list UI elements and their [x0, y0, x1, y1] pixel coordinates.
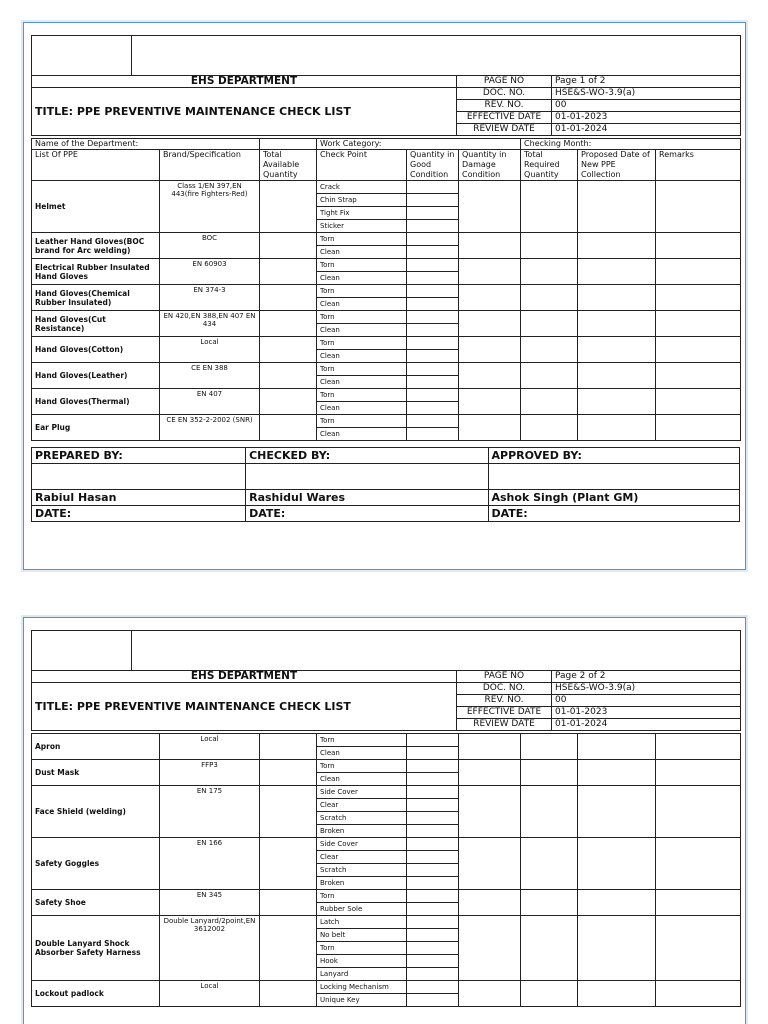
table-row — [32, 311, 741, 324]
qty-good-field[interactable] — [407, 786, 459, 799]
prepared-date-label: DATE: — [32, 506, 246, 522]
check-point: Clean — [317, 298, 407, 311]
ppe-brand: EN 175 — [160, 786, 260, 838]
total-available-field[interactable] — [260, 786, 317, 838]
qty-good-field[interactable] — [407, 890, 459, 903]
company-name-cell — [132, 36, 741, 76]
check-point: Tight Fix — [317, 207, 407, 220]
check-point: Clean — [317, 747, 407, 760]
total-required-field[interactable] — [521, 760, 578, 786]
proposed-date-field[interactable] — [578, 760, 656, 786]
check-point: Clean — [317, 246, 407, 259]
qty-damage-field[interactable] — [459, 916, 521, 981]
total-required-field[interactable] — [521, 285, 578, 311]
col-header-check-point: Check Point — [317, 150, 407, 181]
ppe-name: Electrical Rubber Insulated Hand Gloves — [32, 259, 160, 285]
proposed-date-field[interactable] — [578, 337, 656, 363]
remarks-field[interactable] — [656, 259, 741, 285]
col-header-list: List Of PPE — [32, 150, 160, 181]
ppe-name: Face Shield (welding) — [32, 786, 160, 838]
qty-good-field[interactable] — [407, 415, 459, 428]
qty-damage-field[interactable] — [459, 734, 521, 760]
table-row — [32, 233, 741, 246]
qty-good-field[interactable] — [407, 942, 459, 955]
proposed-date-field[interactable] — [578, 415, 656, 441]
table-row — [32, 786, 741, 799]
check-point: Torn — [317, 233, 407, 246]
qty-good-field[interactable] — [407, 389, 459, 402]
ppe-brand: Class 1/EN 397,EN 443(fire Fighters-Red) — [160, 181, 260, 233]
prepared-by-label: PREPARED BY: — [32, 448, 246, 464]
field-label: PAGE NO — [457, 671, 552, 683]
checked-signature-field[interactable] — [246, 464, 488, 490]
ppe-name: Safety Shoe — [32, 890, 160, 916]
review-date: 01-01-2024 — [552, 719, 741, 731]
signature-block — [31, 447, 740, 522]
qty-good-field[interactable] — [407, 955, 459, 968]
remarks-field[interactable] — [656, 890, 741, 916]
qty-damage-field[interactable] — [459, 259, 521, 285]
qty-damage-field[interactable] — [459, 415, 521, 441]
qty-good-field[interactable] — [407, 194, 459, 207]
qty-good-field[interactable] — [407, 428, 459, 441]
check-point: Locking Mechanism — [317, 981, 407, 994]
table-row — [32, 259, 741, 272]
remarks-field[interactable] — [656, 311, 741, 337]
check-point: Clean — [317, 350, 407, 363]
proposed-date-field[interactable] — [578, 233, 656, 259]
total-required-field[interactable] — [521, 363, 578, 389]
col-header-qty-good: Quantity in Good Condition — [407, 150, 459, 181]
check-point: Unique Key — [317, 994, 407, 1007]
remarks-field[interactable] — [656, 363, 741, 389]
remarks-field[interactable] — [656, 415, 741, 441]
qty-good-field[interactable] — [407, 376, 459, 389]
total-available-field[interactable] — [260, 311, 317, 337]
qty-damage-field[interactable] — [459, 337, 521, 363]
approved-signature-field[interactable] — [488, 464, 740, 490]
field-label: EFFECTIVE DATE — [457, 707, 552, 719]
ppe-checklist-table — [31, 733, 741, 1007]
total-required-field[interactable] — [521, 981, 578, 1007]
total-required-field[interactable] — [521, 233, 578, 259]
field-label: DOC. NO. — [457, 88, 552, 100]
qty-good-field[interactable] — [407, 838, 459, 851]
qty-good-field[interactable] — [407, 259, 459, 272]
total-available-field[interactable] — [260, 259, 317, 285]
check-point: Clean — [317, 376, 407, 389]
total-available-field[interactable] — [260, 181, 317, 233]
qty-damage-field[interactable] — [459, 838, 521, 890]
qty-damage-field[interactable] — [459, 311, 521, 337]
qty-good-field[interactable] — [407, 220, 459, 233]
total-required-field[interactable] — [521, 259, 578, 285]
table-row — [32, 838, 741, 851]
total-available-field[interactable] — [260, 363, 317, 389]
proposed-date-field[interactable] — [578, 363, 656, 389]
checking-month-label: Checking Month: — [521, 139, 741, 150]
prepared-by-name: Rabiul Hasan — [32, 490, 246, 506]
check-point: Side Cover — [317, 786, 407, 799]
proposed-date-field[interactable] — [578, 734, 656, 760]
qty-damage-field[interactable] — [459, 363, 521, 389]
approved-by-label: APPROVED BY: — [488, 448, 740, 464]
proposed-date-field[interactable] — [578, 311, 656, 337]
total-required-field[interactable] — [521, 415, 578, 441]
col-header-qty-damage: Quantity in Damage Condition — [459, 150, 521, 181]
qty-good-field[interactable] — [407, 350, 459, 363]
table-row — [32, 181, 741, 194]
total-available-field[interactable] — [260, 916, 317, 981]
prepared-signature-field[interactable] — [32, 464, 246, 490]
remarks-field[interactable] — [656, 981, 741, 1007]
department-heading: EHS DEPARTMENT — [32, 671, 457, 683]
check-point: Torn — [317, 734, 407, 747]
table-row — [32, 734, 741, 747]
qty-good-field[interactable] — [407, 916, 459, 929]
check-point: Torn — [317, 285, 407, 298]
qty-good-field[interactable] — [407, 233, 459, 246]
total-available-field[interactable] — [260, 838, 317, 890]
remarks-field[interactable] — [656, 916, 741, 981]
check-point: Chin Strap — [317, 194, 407, 207]
document-page-1 — [23, 22, 746, 570]
table-row — [32, 415, 741, 428]
qty-good-field[interactable] — [407, 877, 459, 890]
ppe-brand: Double Lanyard/2point,EN 3612002 — [160, 916, 260, 981]
col-header-proposed-date: Proposed Date of New PPE Collection — [578, 150, 656, 181]
field-label: REVIEW DATE — [457, 719, 552, 731]
ppe-brand: BOC — [160, 233, 260, 259]
field-label: PAGE NO — [457, 76, 552, 88]
qty-good-field[interactable] — [407, 402, 459, 415]
page-title: TITLE: PPE PREVENTIVE MAINTENANCE CHECK LIST — [32, 683, 457, 731]
total-available-field[interactable] — [260, 890, 317, 916]
work-category-label: Work Category: — [317, 139, 521, 150]
total-available-field[interactable] — [260, 337, 317, 363]
table-row — [32, 389, 741, 402]
logo-cell — [32, 631, 132, 671]
checked-by-name: Rashidul Wares — [246, 490, 488, 506]
remarks-field[interactable] — [656, 786, 741, 838]
department-name-label: Name of the Department: — [32, 139, 260, 150]
qty-good-field[interactable] — [407, 311, 459, 324]
proposed-date-field[interactable] — [578, 786, 656, 838]
ppe-brand: Local — [160, 981, 260, 1007]
total-required-field[interactable] — [521, 337, 578, 363]
col-header-total-available: Total Available Quantity — [260, 150, 317, 181]
ppe-name: Hand Gloves(Chemical Rubber Insulated) — [32, 285, 160, 311]
table-row — [32, 981, 741, 994]
proposed-date-field[interactable] — [578, 890, 656, 916]
check-point: Rubber Sole — [317, 903, 407, 916]
ppe-name: Leather Hand Gloves(BOC brand for Arc welding) — [32, 233, 160, 259]
total-required-field[interactable] — [521, 734, 578, 760]
ppe-name: Apron — [32, 734, 160, 760]
ppe-brand: EN 166 — [160, 838, 260, 890]
approved-date-label: DATE: — [488, 506, 740, 522]
qty-good-field[interactable] — [407, 363, 459, 376]
check-point: Torn — [317, 389, 407, 402]
ppe-name: Hand Gloves(Leather) — [32, 363, 160, 389]
proposed-date-field[interactable] — [578, 838, 656, 890]
qty-damage-field[interactable] — [459, 285, 521, 311]
ppe-brand: Local — [160, 734, 260, 760]
check-point: Clean — [317, 324, 407, 337]
ppe-checklist-table — [31, 138, 741, 441]
qty-good-field[interactable] — [407, 812, 459, 825]
ppe-brand: Local — [160, 337, 260, 363]
ppe-brand: EN 420,EN 388,EN 407 EN 434 — [160, 311, 260, 337]
ppe-brand: FFP3 — [160, 760, 260, 786]
proposed-date-field[interactable] — [578, 285, 656, 311]
qty-good-field[interactable] — [407, 181, 459, 194]
field-label: REV. NO. — [457, 100, 552, 112]
field-label: DOC. NO. — [457, 683, 552, 695]
checked-by-label: CHECKED BY: — [246, 448, 488, 464]
document-header — [31, 630, 741, 731]
table-row — [32, 760, 741, 773]
qty-good-field[interactable] — [407, 825, 459, 838]
check-point: Side Cover — [317, 838, 407, 851]
check-point: Torn — [317, 942, 407, 955]
check-point: Hook — [317, 955, 407, 968]
rev-number: 00 — [552, 100, 741, 112]
check-point: Clean — [317, 402, 407, 415]
ppe-name: Lockout padlock — [32, 981, 160, 1007]
total-required-field[interactable] — [521, 838, 578, 890]
proposed-date-field[interactable] — [578, 181, 656, 233]
qty-good-field[interactable] — [407, 981, 459, 994]
ppe-brand: EN 407 — [160, 389, 260, 415]
check-point: Torn — [317, 890, 407, 903]
qty-good-field[interactable] — [407, 994, 459, 1007]
total-available-field[interactable] — [260, 734, 317, 760]
check-point: Clean — [317, 773, 407, 786]
effective-date: 01-01-2023 — [552, 112, 741, 124]
proposed-date-field[interactable] — [578, 259, 656, 285]
qty-damage-field[interactable] — [459, 981, 521, 1007]
page-number: Page 2 of 2 — [552, 671, 741, 683]
ppe-name: Hand Gloves(Cut Resistance) — [32, 311, 160, 337]
total-available-field[interactable] — [260, 760, 317, 786]
qty-good-field[interactable] — [407, 760, 459, 773]
check-point: Torn — [317, 760, 407, 773]
qty-good-field[interactable] — [407, 298, 459, 311]
total-required-field[interactable] — [521, 311, 578, 337]
qty-damage-field[interactable] — [459, 181, 521, 233]
logo-cell — [32, 36, 132, 76]
total-available-field[interactable] — [260, 981, 317, 1007]
qty-good-field[interactable] — [407, 773, 459, 786]
rev-number: 00 — [552, 695, 741, 707]
check-point: Torn — [317, 415, 407, 428]
ppe-brand: EN 374-3 — [160, 285, 260, 311]
total-available-field[interactable] — [260, 415, 317, 441]
col-header-total-required: Total Required Quantity — [521, 150, 578, 181]
department-name-field[interactable] — [260, 139, 317, 150]
ppe-name: Double Lanyard Shock Absorber Safety Harness — [32, 916, 160, 981]
total-required-field[interactable] — [521, 389, 578, 415]
ppe-name: Ear Plug — [32, 415, 160, 441]
qty-damage-field[interactable] — [459, 760, 521, 786]
table-row — [32, 363, 741, 376]
remarks-field[interactable] — [656, 233, 741, 259]
check-point: Torn — [317, 259, 407, 272]
total-required-field[interactable] — [521, 181, 578, 233]
qty-good-field[interactable] — [407, 207, 459, 220]
total-required-field[interactable] — [521, 786, 578, 838]
table-row — [32, 285, 741, 298]
qty-good-field[interactable] — [407, 903, 459, 916]
check-point: Scratch — [317, 864, 407, 877]
qty-good-field[interactable] — [407, 929, 459, 942]
check-point: Clear — [317, 799, 407, 812]
remarks-field[interactable] — [656, 838, 741, 890]
field-label: EFFECTIVE DATE — [457, 112, 552, 124]
field-label: REVIEW DATE — [457, 124, 552, 136]
ppe-name: Dust Mask — [32, 760, 160, 786]
ppe-name: Helmet — [32, 181, 160, 233]
document-header — [31, 35, 741, 136]
table-row — [32, 916, 741, 929]
doc-number: HSE&S-WO-3.9(a) — [552, 683, 741, 695]
table-row — [32, 890, 741, 903]
qty-good-field[interactable] — [407, 734, 459, 747]
check-point: No belt — [317, 929, 407, 942]
check-point: Crack — [317, 181, 407, 194]
check-point: Lanyard — [317, 968, 407, 981]
remarks-field[interactable] — [656, 760, 741, 786]
remarks-field[interactable] — [656, 285, 741, 311]
proposed-date-field[interactable] — [578, 981, 656, 1007]
check-point: Broken — [317, 825, 407, 838]
page-number: Page 1 of 2 — [552, 76, 741, 88]
check-point: Clean — [317, 272, 407, 285]
qty-damage-field[interactable] — [459, 890, 521, 916]
col-header-brand: Brand/Specification — [160, 150, 260, 181]
company-name-cell — [132, 631, 741, 671]
qty-good-field[interactable] — [407, 246, 459, 259]
department-heading: EHS DEPARTMENT — [32, 76, 457, 88]
checked-date-label: DATE: — [246, 506, 488, 522]
check-point: Broken — [317, 877, 407, 890]
document-page-2 — [23, 617, 746, 1024]
ppe-name: Hand Gloves(Cotton) — [32, 337, 160, 363]
field-label: REV. NO. — [457, 695, 552, 707]
qty-good-field[interactable] — [407, 968, 459, 981]
check-point: Latch — [317, 916, 407, 929]
total-available-field[interactable] — [260, 389, 317, 415]
qty-good-field[interactable] — [407, 851, 459, 864]
remarks-field[interactable] — [656, 181, 741, 233]
check-point: Clean — [317, 428, 407, 441]
remarks-field[interactable] — [656, 734, 741, 760]
ppe-brand: EN 345 — [160, 890, 260, 916]
total-available-field[interactable] — [260, 233, 317, 259]
check-point: Torn — [317, 311, 407, 324]
review-date: 01-01-2024 — [552, 124, 741, 136]
table-row — [32, 337, 741, 350]
ppe-brand: CE EN 352-2-2002 (SNR) — [160, 415, 260, 441]
col-header-remarks: Remarks — [656, 150, 741, 181]
remarks-field[interactable] — [656, 389, 741, 415]
ppe-name: Hand Gloves(Thermal) — [32, 389, 160, 415]
total-required-field[interactable] — [521, 916, 578, 981]
approved-by-name: Ashok Singh (Plant GM) — [488, 490, 740, 506]
ppe-brand: EN 60903 — [160, 259, 260, 285]
check-point: Scratch — [317, 812, 407, 825]
qty-good-field[interactable] — [407, 864, 459, 877]
qty-good-field[interactable] — [407, 324, 459, 337]
total-required-field[interactable] — [521, 890, 578, 916]
check-point: Torn — [317, 363, 407, 376]
ppe-name: Safety Goggles — [32, 838, 160, 890]
qty-damage-field[interactable] — [459, 389, 521, 415]
proposed-date-field[interactable] — [578, 916, 656, 981]
check-point: Clear — [317, 851, 407, 864]
doc-number: HSE&S-WO-3.9(a) — [552, 88, 741, 100]
qty-good-field[interactable] — [407, 799, 459, 812]
page-title: TITLE: PPE PREVENTIVE MAINTENANCE CHECK LIST — [32, 88, 457, 136]
qty-damage-field[interactable] — [459, 233, 521, 259]
check-point: Sticker — [317, 220, 407, 233]
qty-good-field[interactable] — [407, 337, 459, 350]
qty-good-field[interactable] — [407, 285, 459, 298]
proposed-date-field[interactable] — [578, 389, 656, 415]
check-point: Torn — [317, 337, 407, 350]
qty-good-field[interactable] — [407, 747, 459, 760]
remarks-field[interactable] — [656, 337, 741, 363]
qty-good-field[interactable] — [407, 272, 459, 285]
qty-damage-field[interactable] — [459, 786, 521, 838]
ppe-brand: CE EN 388 — [160, 363, 260, 389]
total-available-field[interactable] — [260, 285, 317, 311]
effective-date: 01-01-2023 — [552, 707, 741, 719]
